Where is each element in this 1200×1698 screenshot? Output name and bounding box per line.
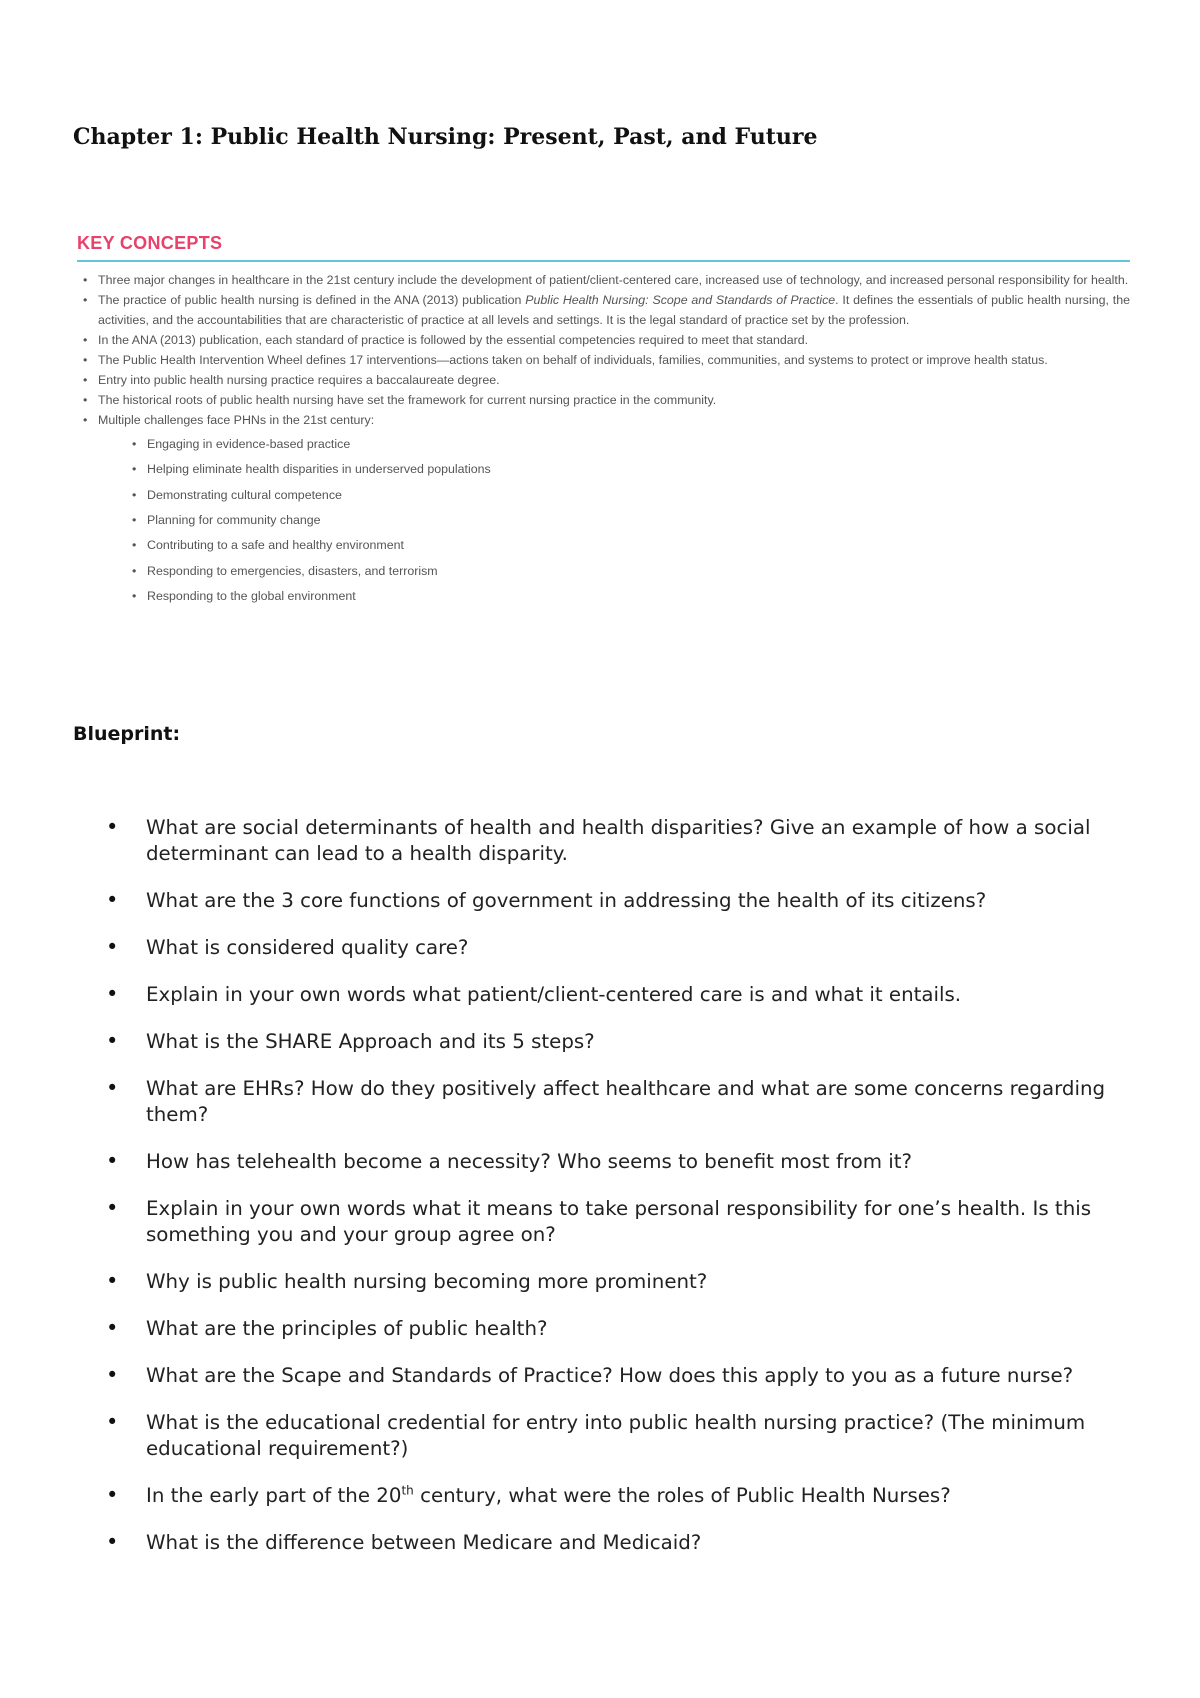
question-item: • Why is public health nursing becoming more prominent?: [73, 1269, 1133, 1295]
list-item: • The historical roots of public health nursing have set the framework for current nursing practice in the community.: [77, 390, 1130, 410]
question-item: • In the early part of the 20th century, what were the roles of Public Health Nurses?: [73, 1483, 1133, 1509]
question-item: • What is the SHARE Approach and its 5 steps?: [73, 1029, 1133, 1055]
question-item: • Explain in your own words what it means to take personal responsibility for one’s health. Is this something you and your group agree on?: [73, 1196, 1133, 1248]
question-item: • What are social determinants of health and health disparities? Give an example of how a social determinant can lead to a health disparity.: [73, 815, 1133, 867]
key-concepts-section: [77, 234, 1130, 612]
list-item: • The practice of public health nursing is defined in the ANA (2013) publication Public Health Nursing: Scope and Standards of Practice. It defines the essentials of public health nursing, the activities, and the accountabilities that are characteristic of practice at all levels and settings. It is the legal standard of practice set by the profession.: [77, 290, 1130, 330]
key-concepts-heading: KEY CONCEPTS: [77, 234, 1130, 262]
ordinal-suffix: th: [401, 1483, 414, 1498]
question-item: • What is the difference between Medicare and Medicaid?: [73, 1530, 1133, 1556]
challenge-item: • Helping eliminate health disparities in underserved populations: [98, 459, 1130, 484]
challenge-item: • Planning for community change: [98, 510, 1130, 535]
list-item: • The Public Health Intervention Wheel defines 17 interventions—actions taken on behalf of individuals, families, communities, and systems to protect or improve health status.: [77, 350, 1130, 370]
challenge-item: • Engaging in evidence-based practice: [98, 434, 1130, 459]
challenge-item: • Responding to emergencies, disasters, and terrorism: [98, 561, 1130, 586]
list-item: • Entry into public health nursing practice requires a baccalaureate degree.: [77, 370, 1130, 390]
publication-title: Public Health Nursing: Scope and Standards of Practice: [525, 292, 836, 307]
challenge-item: • Contributing to a safe and healthy environment: [98, 535, 1130, 560]
question-item: • What is the educational credential for entry into public health nursing practice? (The minimum educational requirement?): [73, 1410, 1133, 1462]
question-item: • Explain in your own words what patient/client-centered care is and what it entails.: [73, 982, 1133, 1008]
question-item: • What is considered quality care?: [73, 935, 1133, 961]
question-item: • What are the 3 core functions of government in addressing the health of its citizens?: [73, 888, 1133, 914]
question-item: • What are EHRs? How do they positively affect healthcare and what are some concerns regarding them?: [73, 1076, 1133, 1128]
question-item: • What are the principles of public health?: [73, 1316, 1133, 1342]
blueprint-questions: [73, 815, 1133, 1577]
challenge-item: • Responding to the global environment: [98, 586, 1130, 611]
question-item: • What are the Scape and Standards of Practice? How does this apply to you as a future nurse?: [73, 1363, 1133, 1389]
blueprint-heading: Blueprint:: [73, 723, 181, 745]
key-concepts-list: [77, 270, 1130, 612]
challenges-list: [98, 434, 1130, 612]
list-item: • In the ANA (2013) publication, each standard of practice is followed by the essential competencies required to meet that standard.: [77, 330, 1130, 350]
challenge-item: • Demonstrating cultural competence: [98, 485, 1130, 510]
list-item: • Three major changes in healthcare in the 21st century include the development of patient/client-centered care, increased use of technology, and increased personal responsibility for health.: [77, 270, 1130, 290]
question-item: • How has telehealth become a necessity? Who seems to benefit most from it?: [73, 1149, 1133, 1175]
list-item: • Multiple challenges face PHNs in the 21st century: • Engaging in evidence-based practice • Helping eliminate health disparities in underserved populations • Demonstrating cultural competence • Planning for community change • Contributing to a safe and healthy environment • Responding to emergencies, disasters, and terrorism • Responding to the global environment: [77, 410, 1130, 612]
chapter-title: Chapter 1: Public Health Nursing: Present, Past, and Future: [73, 124, 818, 150]
